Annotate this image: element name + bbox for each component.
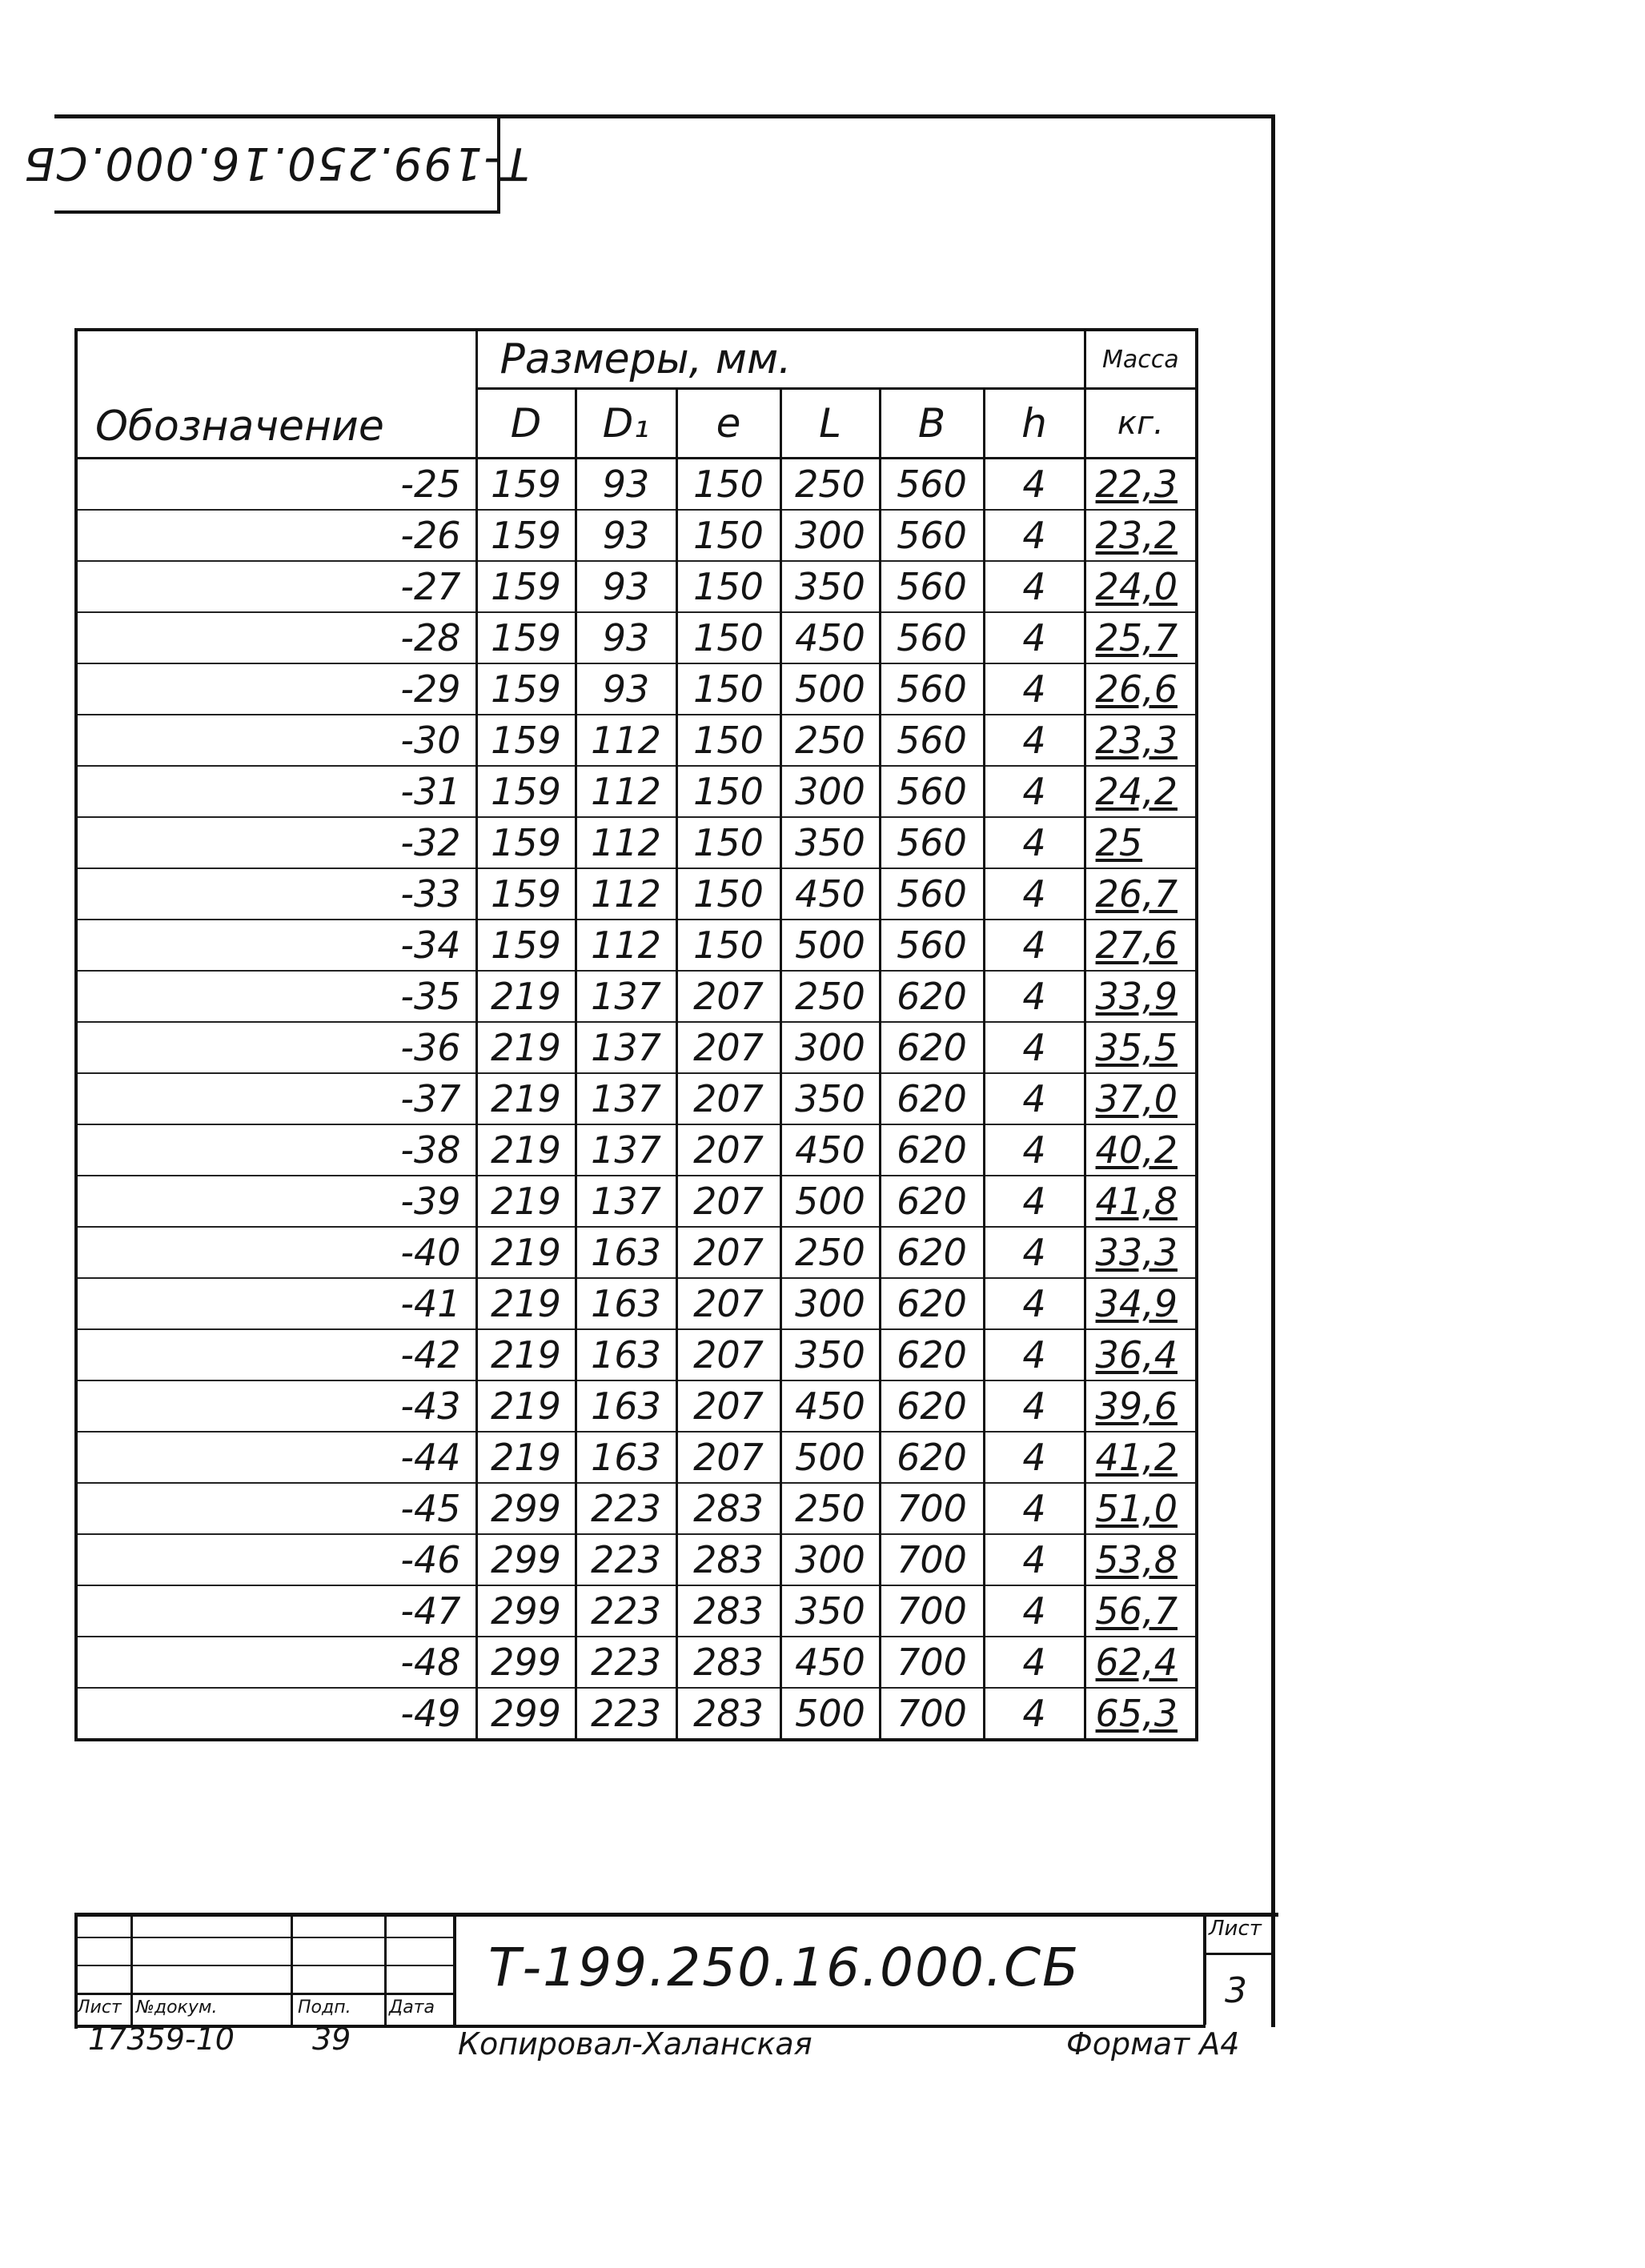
cell-designation: -37 xyxy=(76,1073,476,1124)
cell-d: 299 xyxy=(476,1637,576,1688)
cell-b: 620 xyxy=(880,1227,984,1278)
cell-e: 150 xyxy=(676,817,780,868)
header-col-d1: D₁ xyxy=(576,389,676,459)
cell-h: 4 xyxy=(984,1329,1085,1380)
header-designation: Обозначение xyxy=(76,330,476,459)
cell-d1: 137 xyxy=(576,1176,676,1227)
cell-h: 4 xyxy=(984,663,1085,715)
cell-b: 620 xyxy=(880,1329,984,1380)
cell-l: 300 xyxy=(780,510,880,561)
header-col-e: e xyxy=(676,389,780,459)
tb-col-doc: №докум. xyxy=(136,1998,218,2018)
cell-h: 4 xyxy=(984,459,1085,511)
cell-h: 4 xyxy=(984,1278,1085,1329)
cell-b: 620 xyxy=(880,1380,984,1432)
cell-designation: -30 xyxy=(76,715,476,766)
cell-e: 150 xyxy=(676,561,780,612)
sheet-label: Лист xyxy=(1209,1917,1262,1941)
cell-designation: -38 xyxy=(76,1124,476,1176)
cell-d: 299 xyxy=(476,1483,576,1534)
cell-h: 4 xyxy=(984,715,1085,766)
cell-d1: 112 xyxy=(576,715,676,766)
cell-d: 159 xyxy=(476,663,576,715)
cell-e: 150 xyxy=(676,920,780,971)
cell-designation: -49 xyxy=(76,1688,476,1740)
cell-e: 207 xyxy=(676,1278,780,1329)
cell-d: 219 xyxy=(476,971,576,1022)
cell-h: 4 xyxy=(984,1380,1085,1432)
cell-e: 207 xyxy=(676,1227,780,1278)
cell-d: 299 xyxy=(476,1585,576,1637)
cell-e: 283 xyxy=(676,1637,780,1688)
cell-mass: 23,2 xyxy=(1085,510,1197,561)
cell-e: 150 xyxy=(676,510,780,561)
cell-e: 150 xyxy=(676,766,780,817)
cell-mass: 56,7 xyxy=(1085,1585,1197,1637)
title-block-code: Т-199.250.16.000.СБ xyxy=(488,1937,1081,1998)
table-row xyxy=(76,1227,1197,1278)
cell-b: 620 xyxy=(880,1176,984,1227)
cell-l: 350 xyxy=(780,1585,880,1637)
cell-mass: 37,0 xyxy=(1085,1073,1197,1124)
table-row xyxy=(76,971,1197,1022)
table-row xyxy=(76,868,1197,920)
cell-h: 4 xyxy=(984,817,1085,868)
cell-d: 219 xyxy=(476,1380,576,1432)
cell-b: 620 xyxy=(880,971,984,1022)
cell-l: 300 xyxy=(780,766,880,817)
tb-line xyxy=(453,1913,456,2025)
cell-l: 350 xyxy=(780,1329,880,1380)
cell-d: 159 xyxy=(476,561,576,612)
cell-d1: 163 xyxy=(576,1278,676,1329)
table-row xyxy=(76,1534,1197,1585)
cell-b: 700 xyxy=(880,1585,984,1637)
cell-b: 560 xyxy=(880,612,984,663)
cell-d: 219 xyxy=(476,1022,576,1073)
cell-d: 159 xyxy=(476,510,576,561)
sheet-frame-right xyxy=(1271,114,1275,2027)
cell-b: 560 xyxy=(880,459,984,511)
cell-d1: 112 xyxy=(576,868,676,920)
tb-col-sign: Подп. xyxy=(298,1998,351,2018)
cell-l: 300 xyxy=(780,1278,880,1329)
cell-d: 299 xyxy=(476,1688,576,1740)
sheet-number: 3 xyxy=(1225,1970,1247,2011)
cell-b: 620 xyxy=(880,1432,984,1483)
table-row xyxy=(76,612,1197,663)
cell-b: 700 xyxy=(880,1534,984,1585)
cell-mass: 22,3 xyxy=(1085,459,1197,511)
cell-d: 219 xyxy=(476,1432,576,1483)
cell-d1: 112 xyxy=(576,817,676,868)
cell-d1: 93 xyxy=(576,510,676,561)
tb-line xyxy=(291,1913,293,2025)
cell-mass: 36,4 xyxy=(1085,1329,1197,1380)
cell-d1: 163 xyxy=(576,1329,676,1380)
cell-l: 450 xyxy=(780,1124,880,1176)
cell-l: 500 xyxy=(780,1432,880,1483)
cell-designation: -48 xyxy=(76,1637,476,1688)
cell-h: 4 xyxy=(984,1432,1085,1483)
header-col-h: h xyxy=(984,389,1085,459)
table-row xyxy=(76,1483,1197,1534)
cell-e: 207 xyxy=(676,1329,780,1380)
cell-b: 620 xyxy=(880,1124,984,1176)
cell-e: 283 xyxy=(676,1688,780,1740)
cell-designation: -40 xyxy=(76,1227,476,1278)
cell-designation: -28 xyxy=(76,612,476,663)
table-row xyxy=(76,1278,1197,1329)
table-row xyxy=(76,561,1197,612)
cell-l: 250 xyxy=(780,971,880,1022)
cell-d: 159 xyxy=(476,817,576,868)
cell-e: 150 xyxy=(676,663,780,715)
header-sizes: Размеры, мм. xyxy=(476,330,1085,389)
cell-d1: 137 xyxy=(576,971,676,1022)
table-row xyxy=(76,1380,1197,1432)
table-row xyxy=(76,920,1197,971)
table-row xyxy=(76,1432,1197,1483)
cell-e: 207 xyxy=(676,1176,780,1227)
cell-mass: 25 xyxy=(1085,817,1197,868)
cell-designation: -35 xyxy=(76,971,476,1022)
cell-l: 500 xyxy=(780,1176,880,1227)
cell-e: 283 xyxy=(676,1483,780,1534)
cell-l: 500 xyxy=(780,663,880,715)
footer-sign-value: 39 xyxy=(312,2022,351,2057)
cell-d: 159 xyxy=(476,612,576,663)
cell-d1: 223 xyxy=(576,1534,676,1585)
table-row xyxy=(76,1022,1197,1073)
cell-h: 4 xyxy=(984,1073,1085,1124)
cell-d: 299 xyxy=(476,1534,576,1585)
cell-h: 4 xyxy=(984,1483,1085,1534)
cell-l: 300 xyxy=(780,1022,880,1073)
cell-b: 560 xyxy=(880,766,984,817)
cell-h: 4 xyxy=(984,766,1085,817)
cell-designation: -41 xyxy=(76,1278,476,1329)
table-row xyxy=(76,1073,1197,1124)
tb-col-date: Дата xyxy=(389,1998,435,2018)
cell-h: 4 xyxy=(984,561,1085,612)
cell-e: 150 xyxy=(676,459,780,511)
cell-b: 700 xyxy=(880,1688,984,1740)
cell-designation: -44 xyxy=(76,1432,476,1483)
cell-mass: 39,6 xyxy=(1085,1380,1197,1432)
tb-line xyxy=(130,1913,133,2025)
cell-d: 159 xyxy=(476,868,576,920)
cell-d1: 137 xyxy=(576,1022,676,1073)
cell-designation: -42 xyxy=(76,1329,476,1380)
cell-d: 219 xyxy=(476,1124,576,1176)
cell-e: 207 xyxy=(676,1124,780,1176)
cell-mass: 40,2 xyxy=(1085,1124,1197,1176)
cell-d: 219 xyxy=(476,1329,576,1380)
cell-mass: 26,6 xyxy=(1085,663,1197,715)
cell-mass: 41,2 xyxy=(1085,1432,1197,1483)
cell-h: 4 xyxy=(984,1585,1085,1637)
cell-mass: 25,7 xyxy=(1085,612,1197,663)
cell-l: 450 xyxy=(780,868,880,920)
cell-d: 159 xyxy=(476,459,576,511)
cell-b: 560 xyxy=(880,868,984,920)
cell-d1: 93 xyxy=(576,612,676,663)
cell-d: 219 xyxy=(476,1227,576,1278)
cell-designation: -25 xyxy=(76,459,476,511)
cell-mass: 65,3 xyxy=(1085,1688,1197,1740)
table-row xyxy=(76,1637,1197,1688)
cell-l: 250 xyxy=(780,1227,880,1278)
footer-copied-by: Копировал-Халанская xyxy=(458,2026,812,2062)
cell-h: 4 xyxy=(984,920,1085,971)
cell-d1: 223 xyxy=(576,1637,676,1688)
table-row xyxy=(76,1688,1197,1740)
cell-b: 620 xyxy=(880,1278,984,1329)
cell-h: 4 xyxy=(984,1637,1085,1688)
cell-d: 159 xyxy=(476,715,576,766)
cell-h: 4 xyxy=(984,1227,1085,1278)
cell-h: 4 xyxy=(984,1176,1085,1227)
cell-b: 620 xyxy=(880,1073,984,1124)
cell-mass: 34,9 xyxy=(1085,1278,1197,1329)
cell-e: 283 xyxy=(676,1585,780,1637)
cell-l: 250 xyxy=(780,715,880,766)
cell-b: 560 xyxy=(880,817,984,868)
cell-mass: 62,4 xyxy=(1085,1637,1197,1688)
table-row xyxy=(76,766,1197,817)
cell-d1: 137 xyxy=(576,1124,676,1176)
cell-h: 4 xyxy=(984,1534,1085,1585)
cell-l: 350 xyxy=(780,561,880,612)
cell-e: 283 xyxy=(676,1534,780,1585)
cell-l: 500 xyxy=(780,920,880,971)
cell-mass: 41,8 xyxy=(1085,1176,1197,1227)
cell-d1: 137 xyxy=(576,1073,676,1124)
cell-e: 150 xyxy=(676,612,780,663)
cell-b: 560 xyxy=(880,561,984,612)
table-row xyxy=(76,510,1197,561)
cell-l: 250 xyxy=(780,1483,880,1534)
dimensions-table xyxy=(74,328,1198,1741)
cell-l: 300 xyxy=(780,1534,880,1585)
cell-designation: -39 xyxy=(76,1176,476,1227)
tb-line xyxy=(1203,1913,1206,2025)
cell-l: 250 xyxy=(780,459,880,511)
cell-designation: -45 xyxy=(76,1483,476,1534)
tb-col-sheet: Лист xyxy=(77,1998,122,2018)
cell-mass: 53,8 xyxy=(1085,1534,1197,1585)
cell-d1: 223 xyxy=(576,1585,676,1637)
cell-h: 4 xyxy=(984,1022,1085,1073)
table-row xyxy=(76,459,1197,511)
cell-b: 700 xyxy=(880,1483,984,1534)
cell-mass: 35,5 xyxy=(1085,1022,1197,1073)
cell-mass: 33,9 xyxy=(1085,971,1197,1022)
table-row xyxy=(76,1124,1197,1176)
cell-d1: 163 xyxy=(576,1227,676,1278)
cell-designation: -31 xyxy=(76,766,476,817)
cell-e: 150 xyxy=(676,868,780,920)
cell-d1: 163 xyxy=(576,1380,676,1432)
cell-h: 4 xyxy=(984,1124,1085,1176)
cell-designation: -46 xyxy=(76,1534,476,1585)
cell-l: 450 xyxy=(780,612,880,663)
tb-line xyxy=(384,1913,387,2025)
cell-d1: 93 xyxy=(576,459,676,511)
cell-designation: -36 xyxy=(76,1022,476,1073)
cell-designation: -43 xyxy=(76,1380,476,1432)
cell-mass: 27,6 xyxy=(1085,920,1197,971)
header-mass-unit: кг. xyxy=(1085,389,1197,459)
cell-h: 4 xyxy=(984,510,1085,561)
cell-e: 207 xyxy=(676,1073,780,1124)
cell-e: 207 xyxy=(676,971,780,1022)
cell-l: 450 xyxy=(780,1380,880,1432)
cell-d: 219 xyxy=(476,1073,576,1124)
tb-line xyxy=(1203,1953,1275,1955)
rotated-designation-stamp xyxy=(22,114,530,214)
cell-mass: 24,0 xyxy=(1085,561,1197,612)
cell-designation: -32 xyxy=(76,817,476,868)
header-col-d: D xyxy=(476,389,576,459)
cell-l: 350 xyxy=(780,817,880,868)
table-row xyxy=(76,1176,1197,1227)
cell-mass: 23,3 xyxy=(1085,715,1197,766)
table-row xyxy=(76,1585,1197,1637)
cell-mass: 51,0 xyxy=(1085,1483,1197,1534)
cell-mass: 26,7 xyxy=(1085,868,1197,920)
cell-d1: 223 xyxy=(576,1688,676,1740)
cell-d: 219 xyxy=(476,1176,576,1227)
cell-e: 207 xyxy=(676,1380,780,1432)
cell-designation: -27 xyxy=(76,561,476,612)
cell-h: 4 xyxy=(984,971,1085,1022)
cell-l: 350 xyxy=(780,1073,880,1124)
cell-b: 700 xyxy=(880,1637,984,1688)
cell-d: 159 xyxy=(476,766,576,817)
cell-designation: -29 xyxy=(76,663,476,715)
cell-designation: -47 xyxy=(76,1585,476,1637)
header-mass: Масса xyxy=(1085,330,1197,389)
table-body xyxy=(76,459,1197,1741)
cell-d1: 93 xyxy=(576,663,676,715)
cell-b: 560 xyxy=(880,663,984,715)
cell-e: 207 xyxy=(676,1432,780,1483)
cell-l: 500 xyxy=(780,1688,880,1740)
cell-d1: 112 xyxy=(576,920,676,971)
cell-b: 560 xyxy=(880,715,984,766)
cell-d1: 223 xyxy=(576,1483,676,1534)
cell-mass: 33,3 xyxy=(1085,1227,1197,1278)
header-col-b: B xyxy=(880,389,984,459)
table-row xyxy=(76,1329,1197,1380)
cell-e: 207 xyxy=(676,1022,780,1073)
header-col-l: L xyxy=(780,389,880,459)
table-row xyxy=(76,817,1197,868)
cell-h: 4 xyxy=(984,1688,1085,1740)
cell-d: 219 xyxy=(476,1278,576,1329)
cell-d1: 112 xyxy=(576,766,676,817)
cell-e: 150 xyxy=(676,715,780,766)
cell-designation: -33 xyxy=(76,868,476,920)
stamp-code: Т-199.250.16.000.СБ xyxy=(22,136,530,189)
cell-designation: -34 xyxy=(76,920,476,971)
table-row xyxy=(76,663,1197,715)
cell-h: 4 xyxy=(984,868,1085,920)
footer-doc-number: 17359-10 xyxy=(88,2022,235,2057)
cell-l: 450 xyxy=(780,1637,880,1688)
cell-b: 620 xyxy=(880,1022,984,1073)
cell-b: 560 xyxy=(880,920,984,971)
cell-mass: 24,2 xyxy=(1085,766,1197,817)
cell-b: 560 xyxy=(880,510,984,561)
cell-d: 159 xyxy=(476,920,576,971)
cell-d1: 93 xyxy=(576,561,676,612)
table-row xyxy=(76,715,1197,766)
cell-designation: -26 xyxy=(76,510,476,561)
cell-d1: 163 xyxy=(576,1432,676,1483)
footer-format: Формат А4 xyxy=(1066,2026,1240,2062)
cell-h: 4 xyxy=(984,612,1085,663)
